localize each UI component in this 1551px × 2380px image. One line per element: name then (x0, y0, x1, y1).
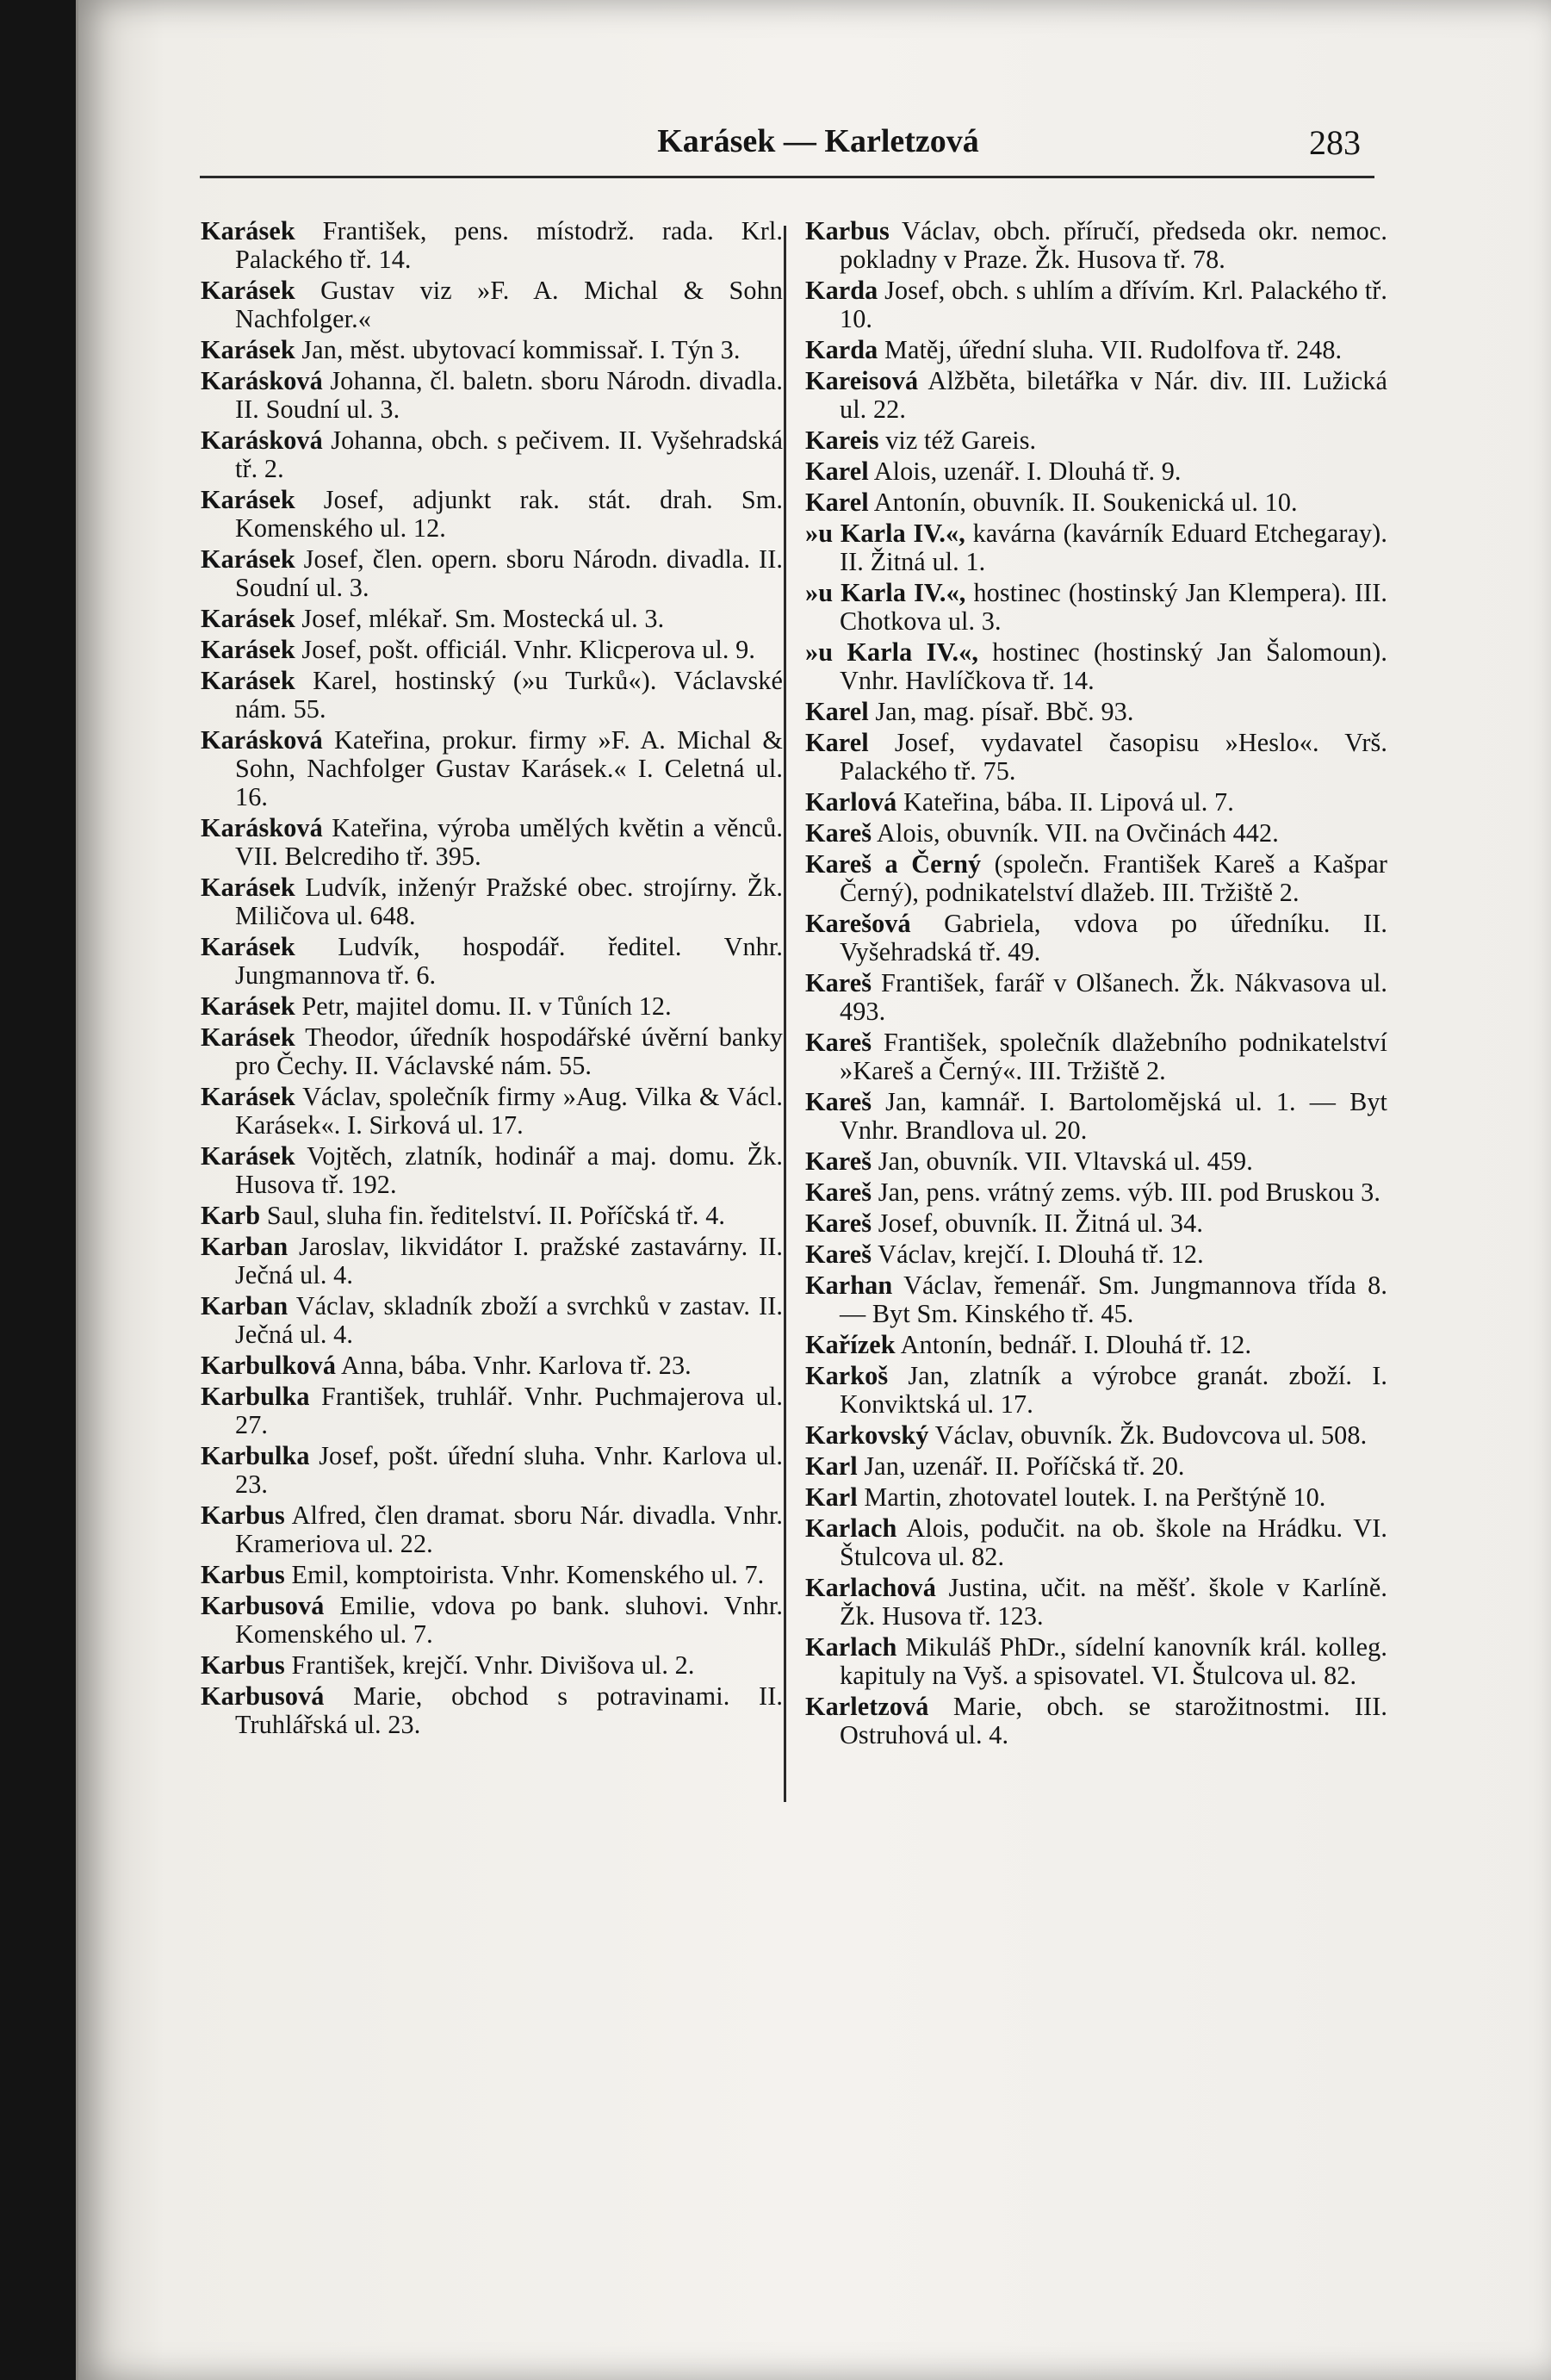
entry-details: Alois, obuvník. VII. na Ovčinách 442. (872, 818, 1279, 848)
entry-surname: Karban (201, 1291, 288, 1320)
directory-entry (805, 277, 1387, 333)
directory-entry (201, 367, 783, 424)
directory-entry (201, 814, 783, 871)
entry-details: Josef, pošt. officiál. Vnhr. Klicperova ul. 9. (295, 635, 755, 664)
entry-details: Václav, obch. příručí, předseda okr. nemoc. pokladny v Praze. Žk. Husova tř. 78. (840, 216, 1387, 274)
entry-surname: Karbulka (201, 1441, 310, 1470)
entry-details: Karel, hostinský (»u Turků«). Václavské nám. 55. (235, 666, 783, 724)
entry-details: Ludvík, inženýr Pražské obec. strojírny. Žk. Miličova ul. 648. (235, 873, 783, 930)
directory-entry (805, 1331, 1387, 1359)
entry-surname: Karásková (201, 426, 323, 455)
directory-entry (805, 1362, 1387, 1419)
entry-surname: Karel (805, 728, 869, 757)
directory-entry (805, 729, 1387, 786)
entry-surname: Kareisová (805, 366, 919, 395)
entry-surname: Kařízek (805, 1330, 896, 1359)
entry-surname: Karásková (201, 366, 323, 395)
directory-entry (201, 605, 783, 633)
entry-surname: Karbusová (201, 1591, 325, 1620)
entry-details: Vojtěch, zlatník, hodinář a maj. domu. Žk. Husova tř. 192. (235, 1141, 783, 1199)
directory-entry (201, 1023, 783, 1080)
directory-entry (805, 336, 1387, 364)
entry-details: Jan, mag. písař. Bbč. 93. (868, 697, 1134, 726)
directory-entry (201, 1233, 783, 1289)
entry-details: Josef, mlékař. Sm. Mostecká ul. 3. (295, 604, 665, 633)
entry-surname: Karešová (805, 909, 911, 938)
entry-details: Gabriela, vdova po úředníku. II. Vyšehradská tř. 49. (840, 909, 1387, 966)
entry-surname: Karásek (201, 485, 295, 514)
directory-entry (805, 1483, 1387, 1512)
entry-surname: Kareš (805, 1087, 872, 1116)
entry-details: Jaroslav, likvidátor I. pražské zastavárny. II. Ječná ul. 4. (235, 1232, 783, 1289)
entry-surname: Karban (201, 1232, 288, 1261)
directory-entry (805, 367, 1387, 424)
entry-details: Josef, obuvník. II. Žitná ul. 34. (872, 1209, 1203, 1238)
entry-surname: Kareš (805, 1178, 872, 1207)
entry-surname: Karásek (201, 666, 295, 695)
directory-entry (805, 217, 1387, 274)
entry-surname: Kareš (805, 1209, 872, 1238)
directory-entry (201, 426, 783, 483)
entry-surname: Kareš (805, 1147, 872, 1176)
entry-surname: Kareš (805, 968, 872, 997)
entry-surname: Karbulka (201, 1382, 310, 1411)
entry-surname: Kareš (805, 818, 872, 848)
entry-details: Martin, zhotovatel loutek. I. na Perštýně 10. (857, 1482, 1326, 1512)
entry-details: Antonín, obuvník. II. Soukenická ul. 10. (868, 488, 1298, 517)
entry-surname: Karásek (201, 604, 295, 633)
entry-details: Jan, pens. vrátný zems. výb. III. pod Bruskou 3. (872, 1178, 1381, 1207)
column-divider (784, 226, 786, 1802)
entry-details: Josef, člen. opern. sboru Národn. divadla. II. Soudní ul. 3. (235, 544, 783, 602)
entry-details: Emilie, vdova po bank. sluhovi. Vnhr. Komenského ul. 7. (235, 1591, 783, 1649)
entry-details: hostinec (hostinský Jan Klempera). III. Chotkova ul. 3. (840, 578, 1387, 636)
entry-surname: Karhan (805, 1271, 893, 1300)
entry-details: Václav, krejčí. I. Dlouhá tř. 12. (872, 1240, 1204, 1269)
directory-entry (201, 1682, 783, 1739)
directory-entry (805, 1421, 1387, 1450)
directory-entry (805, 488, 1387, 517)
entry-surname: Karásek (201, 635, 295, 664)
entry-surname: Karlach (805, 1513, 897, 1543)
entry-surname: Karel (805, 697, 869, 726)
entry-details: Johanna, obch. s pečivem. II. Vyšehradská tř. 2. (235, 426, 783, 483)
directory-entry (805, 1271, 1387, 1328)
entry-surname: Karásek (201, 873, 295, 902)
entry-surname: Karásek (201, 544, 295, 574)
entry-details: Alžběta, biletářka v Nár. div. III. Lužická ul. 22. (840, 366, 1387, 424)
entry-details: František, pens. místodrž. rada. Krl. Palackého tř. 14. (235, 216, 783, 274)
directory-entry (201, 1083, 783, 1140)
entry-details: Gustav viz »F. A. Michal & Sohn Nachfolger.« (235, 276, 783, 333)
entry-details: Josef, pošt. úřední sluha. Vnhr. Karlova ul. 23. (235, 1441, 783, 1499)
entry-surname: Karbulková (201, 1351, 337, 1380)
entry-surname: Karkovský (805, 1420, 929, 1450)
left-column (201, 217, 783, 1742)
entry-surname: Karl (805, 1482, 858, 1512)
directory-entry (201, 992, 783, 1021)
entry-surname: Kareis (805, 426, 879, 455)
entry-details: Josef, obch. s uhlím a dřívím. Krl. Palackého tř. 10. (840, 276, 1387, 333)
entry-details: František, truhlář. Vnhr. Puchmajerova ul. 27. (235, 1382, 783, 1439)
entry-surname: Kareš a Černý (805, 849, 982, 879)
entry-surname: Karásek (201, 991, 295, 1021)
entry-surname: Karda (805, 335, 878, 364)
right-column (805, 217, 1387, 1752)
entry-details: Jan, obuvník. VII. Vltavská ul. 459. (872, 1147, 1253, 1176)
entry-surname: Karbus (201, 1650, 285, 1680)
directory-entry (805, 579, 1387, 636)
entry-details: Justina, učit. na měšť. škole v Karlíně. Žk. Husova tř. 123. (840, 1573, 1387, 1631)
entry-details: hostinec (hostinský Jan Šalomoun). Vnhr. Havlíčkova tř. 14. (840, 637, 1387, 695)
entry-details: Josef, adjunkt rak. stát. drah. Sm. Komenského ul. 12. (235, 485, 783, 543)
entry-surname: Karkoš (805, 1361, 889, 1390)
entry-surname: Karásková (201, 813, 323, 842)
directory-entry (805, 1178, 1387, 1207)
entry-details: Jan, uzenář. II. Poříčská tř. 20. (857, 1451, 1185, 1481)
entry-surname: »u Karla IV.«, (805, 519, 965, 548)
entry-surname: »u Karla IV.«, (805, 578, 966, 607)
directory-entry (805, 910, 1387, 966)
entry-surname: Karásek (201, 216, 295, 245)
directory-entry (201, 1651, 783, 1680)
entry-details: Václav, obuvník. Žk. Budovcova ul. 508. (928, 1420, 1368, 1450)
directory-entry (805, 1633, 1387, 1690)
entry-details: Václav, řemenář. Sm. Jungmannova třída 8. — Byt Sm. Kinského tř. 45. (840, 1271, 1387, 1328)
directory-entry (201, 726, 783, 811)
entry-details: František, farář v Olšanech. Žk. Nákvasova ul. 493. (840, 968, 1387, 1026)
directory-entry (201, 336, 783, 364)
entry-details: Anna, bába. Vnhr. Karlova tř. 23. (336, 1351, 692, 1380)
entry-surname: Karlachová (805, 1573, 936, 1602)
entry-details: Jan, zlatník a výrobce granát. zboží. I. Konviktská ul. 17. (840, 1361, 1387, 1419)
directory-entry (805, 969, 1387, 1026)
entry-details: Petr, majitel domu. II. v Tůních 12. (295, 991, 672, 1021)
directory-entry (805, 698, 1387, 726)
directory-entry (201, 667, 783, 724)
entry-details: kavárna (kavárník Eduard Etchegaray). II. Žitná ul. 1. (840, 519, 1387, 576)
entry-surname: Karel (805, 488, 869, 517)
directory-entry (201, 1142, 783, 1199)
directory-entry (201, 1501, 783, 1558)
entry-surname: Karásek (201, 932, 295, 961)
entry-details: Saul, sluha fin. ředitelství. II. Poříčská tř. 4. (260, 1201, 726, 1230)
entry-details: Kateřina, bába. II. Lipová ul. 7. (896, 787, 1234, 817)
directory-entry (805, 850, 1387, 907)
page-header (0, 122, 1551, 183)
entry-details: Ludvík, hospodář. ředitel. Vnhr. Jungmannova tř. 6. (235, 932, 783, 990)
entry-details: Josef, vydavatel časopisu »Heslo«. Vrš. Palackého tř. 75. (840, 728, 1387, 786)
entry-details: viz též Gareis. (878, 426, 1037, 455)
entry-surname: Karásková (201, 725, 323, 755)
page-number: 283 (1309, 123, 1361, 162)
directory-entry (805, 457, 1387, 486)
entry-details: Alfred, člen dramat. sboru Nár. divadla. Vnhr. Krameriova ul. 22. (235, 1501, 783, 1558)
directory-entry (805, 426, 1387, 455)
entry-details: Jan, kamnář. I. Bartolomějská ul. 1. — Byt Vnhr. Brandlova ul. 20. (840, 1087, 1387, 1145)
entry-details: František, krejčí. Vnhr. Divišova ul. 2. (284, 1650, 695, 1680)
directory-entry (805, 638, 1387, 695)
entry-details: Alois, uzenář. I. Dlouhá tř. 9. (868, 457, 1182, 486)
directory-entry (805, 519, 1387, 576)
directory-entry (805, 1209, 1387, 1238)
entry-details: Antonín, bednář. I. Dlouhá tř. 12. (895, 1330, 1252, 1359)
directory-entry (805, 1514, 1387, 1571)
entry-details: Marie, obch. se starožitnostmi. III. Ostruhová ul. 4. (840, 1692, 1387, 1749)
directory-entry (201, 1383, 783, 1439)
directory-entry (201, 873, 783, 930)
directory-entry (805, 1240, 1387, 1269)
directory-entry (201, 636, 783, 664)
directory-entry (805, 819, 1387, 848)
entry-surname: Karlach (805, 1632, 897, 1662)
entry-details: Matěj, úřední sluha. VII. Rudolfova tř. 248. (878, 335, 1343, 364)
directory-entry (201, 486, 783, 543)
running-head: Karásek — Karletzová (657, 123, 979, 159)
entry-surname: Karlová (805, 787, 897, 817)
entry-details: Václav, skladník zboží a svrchků v zastav. II. Ječná ul. 4. (235, 1291, 783, 1349)
entry-surname: Karásek (201, 335, 295, 364)
entry-surname: Karl (805, 1451, 858, 1481)
directory-entry (201, 277, 783, 333)
entry-details: Kateřina, výroba umělých květin a věnců. VII. Belcrediho tř. 395. (235, 813, 783, 871)
directory-entry (201, 217, 783, 274)
directory-entry (201, 1352, 783, 1380)
directory-entry (201, 1292, 783, 1349)
entry-surname: Karásek (201, 276, 295, 305)
directory-entry (201, 933, 783, 990)
entry-details: (společn. František Kareš a Kašpar Černý), podnikatelství dlažeb. III. Tržiště 2. (840, 849, 1388, 907)
binding-gutter (76, 0, 78, 2380)
entry-details: Marie, obchod s potravinami. II. Truhlářská ul. 23. (235, 1681, 783, 1739)
entry-surname: Karel (805, 457, 869, 486)
directory-entry (805, 1147, 1387, 1176)
directory-entry (805, 1452, 1387, 1481)
entry-details: Emil, komptoirista. Vnhr. Komenského ul. 7. (284, 1560, 765, 1589)
entry-details: František, společník dlažebního podnikatelství »Kareš a Černý«. III. Tržiště 2. (840, 1028, 1387, 1085)
directory-entry (201, 1592, 783, 1649)
directory-entry (805, 1693, 1387, 1749)
entry-details: Mikuláš PhDr., sídelní kanovník král. kolleg. kapituly na Vyš. a spisovatel. VI. Štulcova ul. 82. (840, 1632, 1387, 1690)
directory-entry (805, 1088, 1387, 1145)
entry-details: Jan, měst. ubytovací kommissař. I. Týn 3. (295, 335, 741, 364)
directory-entry (805, 788, 1387, 817)
entry-surname: Karásek (201, 1141, 295, 1171)
directory-entry (201, 545, 783, 602)
entry-surname: Karbus (201, 1560, 285, 1589)
entry-details: Johanna, čl. baletn. sboru Národn. divadla. II. Soudní ul. 3. (235, 366, 783, 424)
directory-entry (201, 1442, 783, 1499)
directory-entry (805, 1028, 1387, 1085)
header-rule (200, 176, 1374, 178)
entry-surname: Karda (805, 276, 878, 305)
directory-entry (201, 1202, 783, 1230)
entry-details: Kateřina, prokur. firmy »F. A. Michal & Sohn, Nachfolger Gustav Karásek.« I. Celetná ul. 16. (235, 725, 783, 811)
entry-surname: Karásek (201, 1082, 295, 1111)
entry-surname: Karásek (201, 1022, 295, 1052)
entry-surname: Kareš (805, 1240, 872, 1269)
directory-entry (805, 1574, 1387, 1631)
entry-surname: Karbus (805, 216, 890, 245)
entry-surname: »u Karla IV.«, (805, 637, 978, 667)
entry-surname: Karbus (201, 1501, 285, 1530)
entry-surname: Karb (201, 1201, 261, 1230)
directory-entry (201, 1561, 783, 1589)
entry-details: Alois, podučit. na ob. škole na Hrádku. VI. Štulcova ul. 82. (840, 1513, 1387, 1571)
entry-surname: Karletzová (805, 1692, 929, 1721)
entry-details: Václav, společník firmy »Aug. Vilka & Václ. Karásek«. I. Sirková ul. 17. (235, 1082, 783, 1140)
entry-surname: Kareš (805, 1028, 872, 1057)
entry-surname: Karbusová (201, 1681, 325, 1711)
entry-details: Theodor, úředník hospodářské úvěrní banky pro Čechy. II. Václavské nám. 55. (235, 1022, 783, 1080)
